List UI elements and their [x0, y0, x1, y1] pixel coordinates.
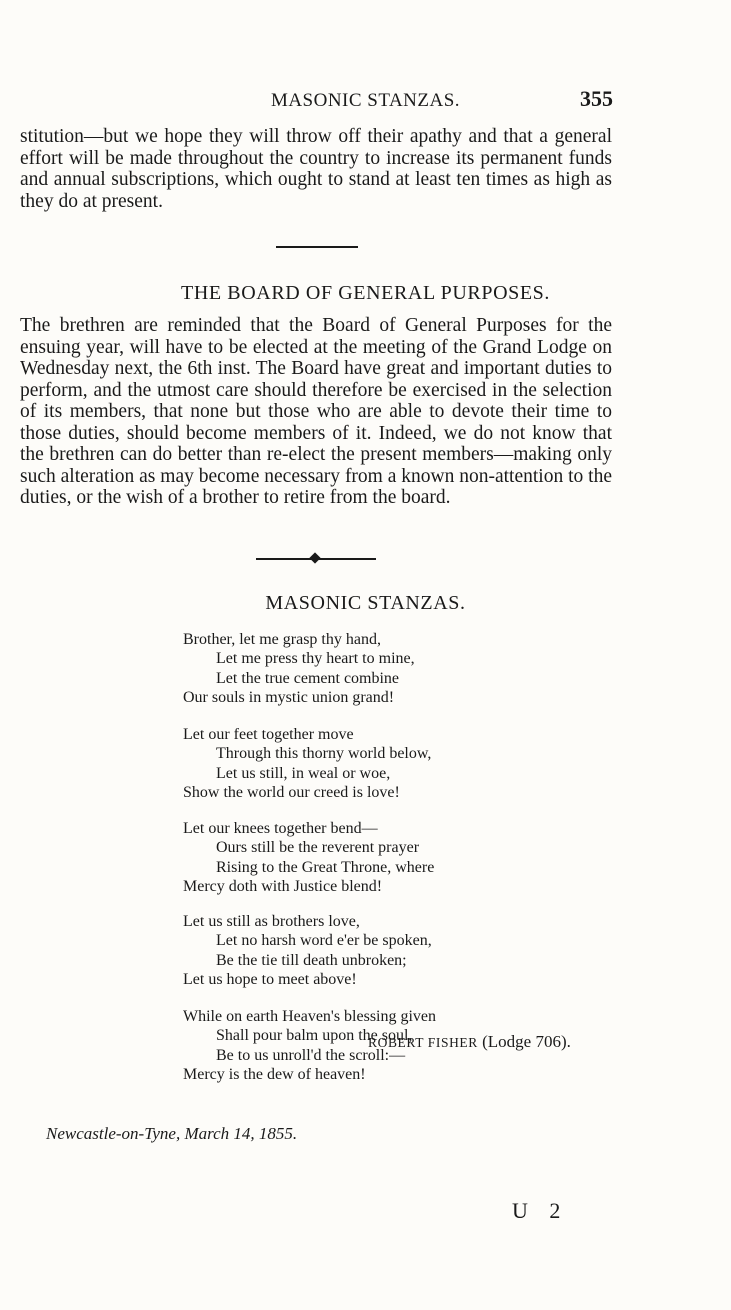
- poem-dateline-text: Newcastle-on-Tyne, March 14, 1855.: [46, 1124, 298, 1143]
- poem-author: ROBERT FISHER: [368, 1035, 478, 1050]
- poem-line: Let me press thy heart to mine,: [216, 650, 415, 668]
- poem-line: Let us still as brothers love,: [183, 913, 360, 930]
- stanza-2: [183, 725, 513, 803]
- poem-line: Be to us unroll'd the scroll:—: [216, 1046, 406, 1064]
- poem-line: Let our knees together bend—: [183, 820, 378, 837]
- poem-signature: [368, 1032, 571, 1052]
- ornamental-divider: [256, 553, 376, 565]
- poem-line: Rising to the Great Throne, where: [216, 858, 435, 876]
- poem-line: Mercy is the dew of heaven!: [183, 1066, 366, 1084]
- poem-line: Let the true cement combine: [216, 669, 400, 687]
- poem-line: Let no harsh word e'er be spoken,: [216, 932, 432, 950]
- stanza-4: [183, 912, 513, 990]
- ornament-diamond-icon: [309, 552, 320, 563]
- intro-paragraph: [20, 126, 612, 212]
- poem-line: Through this thorny world below,: [216, 745, 432, 763]
- stanza-1: [183, 630, 513, 708]
- intro-paragraph-text: stitution—but we hope they will throw off their apathy and that a general effort will be made throughout the country to increase its permanent funds and annual subscriptions, which ought to stand at least ten times as high as they do at present.: [20, 126, 612, 212]
- board-section-title: THE BOARD OF GENERAL PURPOSES.: [181, 282, 550, 304]
- poem-author-note: (Lodge 706).: [482, 1032, 571, 1051]
- board-section-body-text: The brethren are reminded that the Board of General Purposes for the ensuing year, will have to be elected at the meeting of the Grand Lodge on Wednesday next, the 6th inst. The Board have great and important duties to perform, and the utmost care should therefore be exercised in the selection of its members, that none but those who are able to devote their time to those duties, should become members of it. Indeed, we do not know that the brethren can do better than re-elect the present members—making only such alteration as may become necessary from a known non-attention to the duties, or the wish of a brother to retire from the board.: [20, 315, 612, 508]
- running-title: MASONIC STANZAS.: [270, 90, 461, 111]
- poem-line: Shall pour balm upon the soul,: [216, 1027, 413, 1045]
- poem-line: While on earth Heaven's blessing given: [183, 1008, 437, 1025]
- stanza-3: [183, 819, 513, 897]
- poem-line: Our souls in mystic union grand!: [183, 689, 395, 707]
- poem-line: Let us hope to meet above!: [183, 971, 357, 989]
- poem-dateline: [46, 1124, 297, 1144]
- poem-title: MASONIC STANZAS.: [265, 592, 466, 614]
- poem-line: Let our feet together move: [183, 726, 354, 743]
- poem-line: Be the tie till death unbroken;: [216, 951, 407, 969]
- board-section-body: [20, 315, 612, 509]
- page-number: 355: [580, 86, 613, 111]
- poem-line: Let us still, in weal or woe,: [216, 764, 391, 782]
- poem-line: Show the world our creed is love!: [183, 784, 400, 802]
- signature-mark: U 2: [512, 1198, 569, 1223]
- section-divider-rule: [276, 246, 358, 248]
- poem-line: Brother, let me grasp thy hand,: [183, 631, 381, 648]
- poem-line: Mercy doth with Justice blend!: [183, 878, 383, 896]
- poem-line: Ours still be the reverent prayer: [216, 839, 420, 857]
